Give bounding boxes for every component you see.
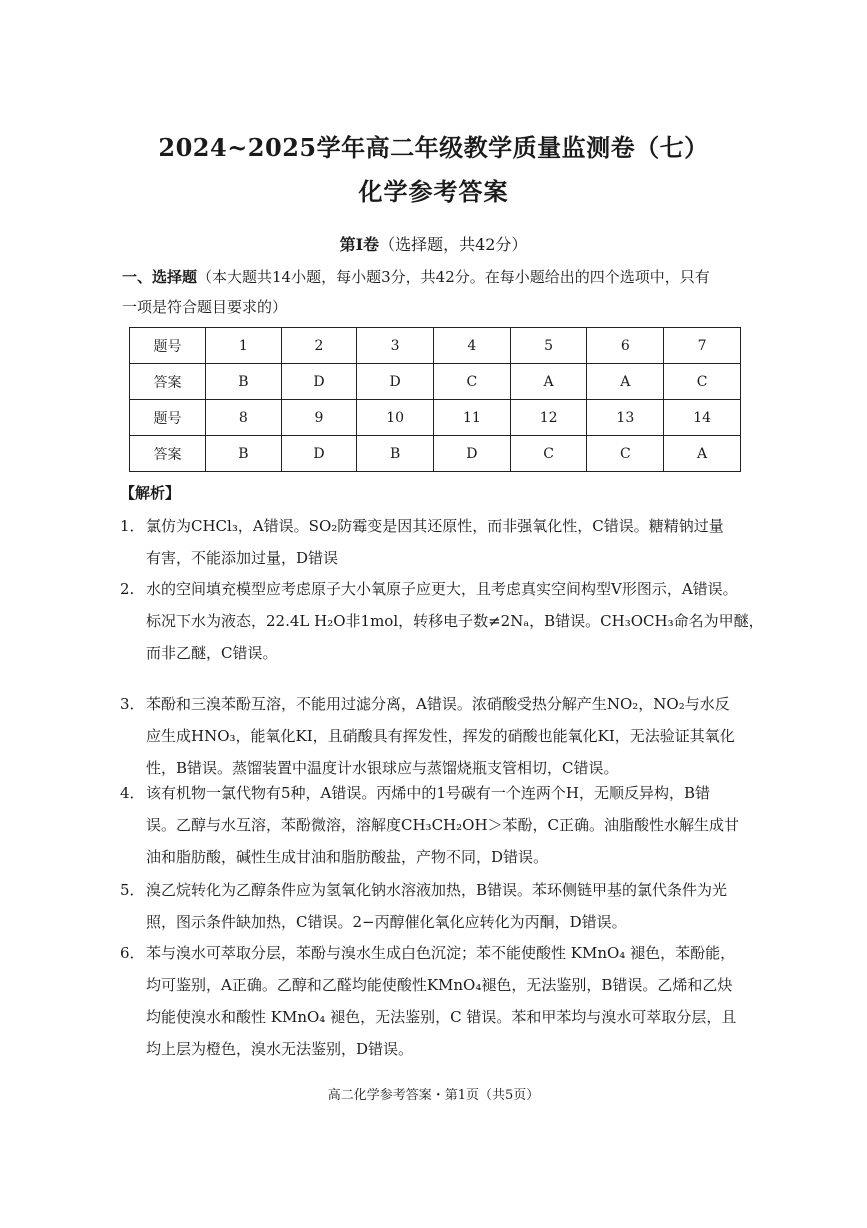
answer-table-cell: B <box>206 436 282 472</box>
answer-table-cell: B <box>357 436 434 472</box>
analysis-item-line: 照，图示条件缺加热，C错误。2−丙醇催化氧化应转化为丙酮，D错误。 <box>146 913 627 931</box>
answer-table-cell: 9 <box>281 400 357 436</box>
analysis-item-text <box>146 937 752 1065</box>
analysis-item-number: 2. <box>120 580 135 598</box>
answer-table-row <box>130 328 741 364</box>
analysis-item-text <box>146 777 752 873</box>
answer-table-cell: D <box>357 364 434 400</box>
answer-table-cell: A <box>510 364 587 400</box>
analysis-heading: 【解析】 <box>120 484 181 502</box>
answer-table-cell: 4 <box>434 328 511 364</box>
analysis-item-line: 溴乙烷转化为乙醇条件应为氢氧化钠水溶液加热，B错误。苯环侧链甲基的氯代条件为光 <box>146 881 728 899</box>
answer-table-cell: D <box>281 364 357 400</box>
analysis-item-number: 4． <box>120 784 145 802</box>
answer-table-cell: C <box>434 364 511 400</box>
answer-table-row <box>130 400 741 436</box>
analysis-item-line: 应生成HNO₃，能氧化KI，且硝酸具有挥发性，挥发的硝酸也能氧化KI，无法验证其氧化 <box>146 727 735 745</box>
analysis-item-line: 而非乙醚，C错误。 <box>146 644 278 662</box>
answer-table-cell: 1 <box>206 328 282 364</box>
answer-table <box>129 327 741 472</box>
answer-table-cell: 13 <box>587 400 664 436</box>
answer-table-row-header: 答案 <box>130 436 206 472</box>
answer-table-cell: D <box>281 436 357 472</box>
instructions-line-1 <box>122 262 752 292</box>
answer-table-cell: 5 <box>510 328 587 364</box>
analysis-item-line: 性，B错误。蒸馏装置中温度计水银球应与蒸馏烧瓶支管相切，C错误。 <box>146 759 619 777</box>
analysis-item-line: 均可鉴别，A正确。乙醇和乙醛均能使酸性KMnO₄褪色，无法鉴别，B错误。乙烯和乙炔 <box>146 976 733 994</box>
instructions-line-2: 一项是符合题目要求的） <box>122 298 288 316</box>
analysis-item-line: 水的空间填充模型应考虑原子大小氧原子应更大，且考虑真实空间构型V形图示，A错误。 <box>146 580 738 598</box>
answer-table-cell: A <box>664 436 741 472</box>
section-heading <box>0 232 867 255</box>
answer-table-row-header: 题号 <box>130 400 206 436</box>
answer-table-row-header: 题号 <box>130 328 206 364</box>
answer-table-cell: B <box>206 364 282 400</box>
analysis-item-text <box>146 573 764 669</box>
analysis-item-line: 标况下水为液态，22.4L H₂O非1mol，转移电子数≠2Nₐ，B错误。CH₃OCH₃命名为甲醚， <box>146 612 764 630</box>
title-line-2: 化学参考答案 <box>358 177 509 206</box>
answer-table-cell: 14 <box>664 400 741 436</box>
section-heading-bold: 第Ⅰ卷 <box>339 235 380 254</box>
instructions <box>122 262 752 322</box>
answer-table-cell: 8 <box>206 400 282 436</box>
instructions-line-1-text: （本大题共14小题，每小题3分，共42分。在每小题给出的四个选项中，只有 <box>197 268 710 286</box>
analysis-item-number: 6． <box>120 944 145 962</box>
title-line-1: 2024~2025学年高二年级教学质量监测卷（七） <box>158 133 709 162</box>
analysis-item-number: 3． <box>120 695 145 713</box>
analysis-item-line: 氯仿为CHCl₃，A错误。SO₂防霉变是因其还原性，而非强氧化性，C错误。糖精钠过量 <box>146 517 724 535</box>
answer-table-cell: 2 <box>281 328 357 364</box>
answer-table-row-header: 答案 <box>130 364 206 400</box>
section-heading-rest: （选择题，共42分） <box>379 235 528 254</box>
instructions-label: 一、选择题 <box>122 268 198 286</box>
answer-table-cell: 10 <box>357 400 434 436</box>
answer-table-row <box>130 436 741 472</box>
answer-table-cell: A <box>587 364 664 400</box>
answer-table-cell: C <box>587 436 664 472</box>
analysis-item-text <box>146 874 752 938</box>
analysis-item-text <box>146 688 752 784</box>
analysis-item-line: 油和脂肪酸，碱性生成甘油和脂肪酸盐，产物不同，D错误。 <box>146 848 549 866</box>
answer-table-cell: D <box>434 436 511 472</box>
answer-table-cell: C <box>664 364 741 400</box>
analysis-item-line: 误。乙醇与水互溶，苯酚微溶，溶解度CH₃CH₂OH＞苯酚，C正确。油脂酸性水解生成甘 <box>146 816 740 834</box>
analysis-item-line: 有害，不能添加过量，D错误 <box>146 549 339 567</box>
answer-table-cell: 3 <box>357 328 434 364</box>
answer-table-cell: 7 <box>664 328 741 364</box>
analysis-item-line: 该有机物一氯代物有5种，A错误。丙烯中的1号碳有一个连两个H，无顺反异构，B错 <box>146 784 711 802</box>
answer-table-cell: C <box>510 436 587 472</box>
analysis-item-line: 均能使溴水和酸性 KMnO₄ 褪色，无法鉴别，C 错误。苯和甲苯均与溴水可萃取分层，且 <box>146 1008 737 1026</box>
answer-table-cell: 6 <box>587 328 664 364</box>
answer-table-cell: 11 <box>434 400 511 436</box>
analysis-item-line: 苯与溴水可萃取分层，苯酚与溴水生成白色沉淀；苯不能使酸性 KMnO₄ 褪色，苯酚能， <box>146 944 736 962</box>
analysis-item-number: 5． <box>120 881 145 899</box>
analysis-item-text <box>146 510 752 574</box>
analysis-item-line: 苯酚和三溴苯酚互溶，不能用过滤分离，A错误。浓硝酸受热分解产生NO₂，NO₂与水反 <box>146 695 730 713</box>
answer-table-cell: 12 <box>510 400 587 436</box>
analysis-item-line: 均上层为橙色，溴水无法鉴别，D错误。 <box>146 1040 414 1058</box>
analysis-item-number: 1． <box>120 517 145 535</box>
page-footer: 高二化学参考答案・第1页（共5页） <box>327 1088 540 1103</box>
answer-table-row <box>130 364 741 400</box>
